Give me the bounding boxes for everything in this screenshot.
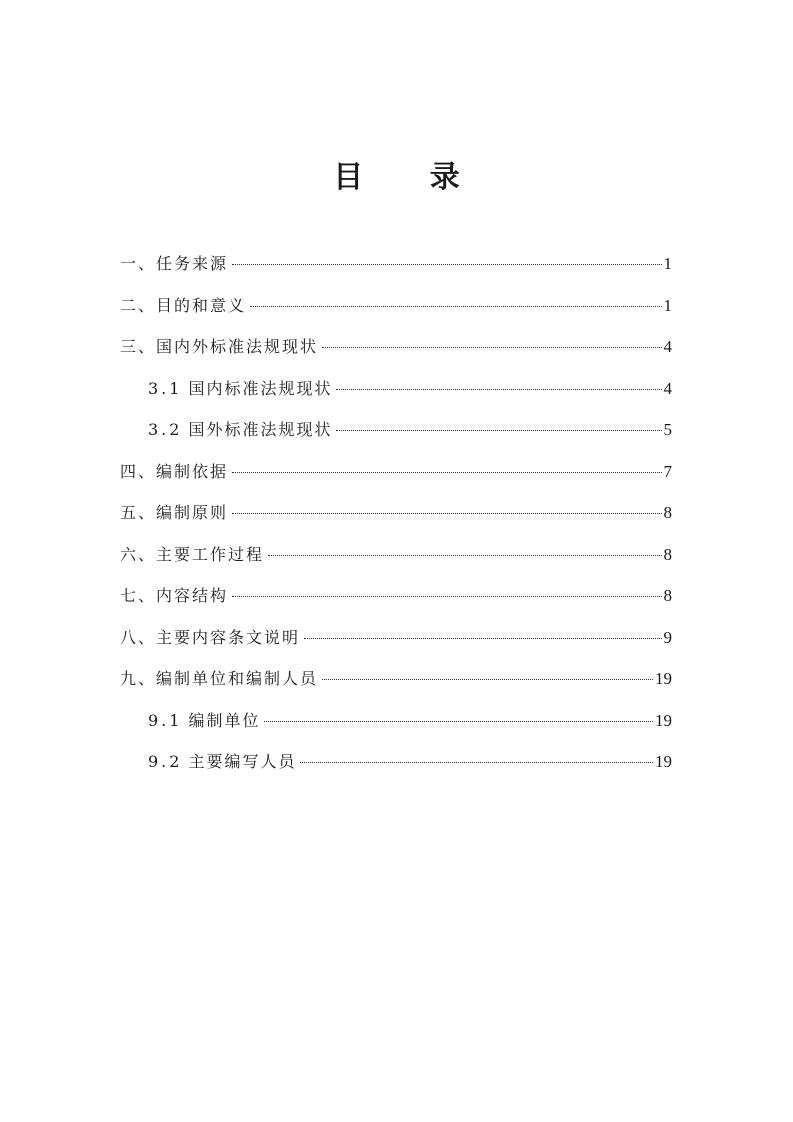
toc-leader-dots bbox=[232, 513, 661, 514]
toc-entry-9[interactable] bbox=[120, 663, 672, 705]
toc-entry-label: 九、编制单位和编制人员 bbox=[120, 669, 319, 688]
toc-entry-1[interactable] bbox=[120, 248, 672, 290]
toc-leader-dots bbox=[268, 555, 661, 556]
toc-entry-6[interactable] bbox=[120, 539, 672, 581]
toc-entry-label: 编制单位 bbox=[188, 710, 261, 730]
toc-page-number: 19 bbox=[655, 710, 672, 730]
page-title: 目 录 bbox=[333, 160, 488, 195]
toc-page-number: 8 bbox=[663, 544, 672, 564]
toc-entry-label: 五、编制原则 bbox=[120, 503, 229, 522]
toc-entry-label: 七、内容结构 bbox=[120, 586, 229, 605]
table-of-contents bbox=[120, 248, 672, 788]
toc-leader-dots bbox=[322, 679, 653, 680]
toc-page-number: 8 bbox=[663, 503, 672, 522]
toc-leader-dots bbox=[304, 638, 661, 639]
toc-leader-dots bbox=[264, 721, 653, 722]
toc-subentry-3-2[interactable] bbox=[120, 414, 672, 456]
toc-entry-2[interactable] bbox=[120, 290, 672, 332]
toc-subentry-3-1[interactable] bbox=[120, 373, 672, 415]
toc-page-number: 19 bbox=[655, 669, 672, 688]
toc-entry-label: 国内标准法规现状 bbox=[188, 378, 333, 398]
toc-entry-label: 一、任务来源 bbox=[120, 254, 229, 273]
toc-section-number: 9.2 bbox=[148, 752, 183, 771]
toc-entry-label: 六、主要工作过程 bbox=[120, 544, 265, 564]
toc-entry-5[interactable] bbox=[120, 497, 672, 539]
toc-page-number: 9 bbox=[663, 627, 672, 647]
toc-subentry-9-1[interactable] bbox=[120, 705, 672, 747]
toc-entry-3[interactable] bbox=[120, 331, 672, 373]
toc-entry-label: 八、主要内容条文说明 bbox=[120, 627, 301, 647]
toc-entry-4[interactable] bbox=[120, 456, 672, 498]
toc-entry-8[interactable] bbox=[120, 622, 672, 664]
toc-page-number: 1 bbox=[663, 254, 672, 273]
toc-entry-7[interactable] bbox=[120, 580, 672, 622]
toc-section-number: 3.1 bbox=[148, 378, 183, 398]
toc-page-number: 8 bbox=[663, 586, 672, 605]
toc-leader-dots bbox=[232, 264, 661, 265]
toc-leader-dots bbox=[300, 762, 653, 763]
toc-page-number: 4 bbox=[663, 337, 672, 356]
toc-leader-dots bbox=[336, 430, 661, 431]
toc-page-number: 19 bbox=[655, 752, 672, 771]
toc-leader-dots bbox=[336, 389, 661, 390]
toc-page-number: 5 bbox=[663, 420, 672, 439]
toc-entry-label: 国外标准法规现状 bbox=[188, 420, 333, 439]
toc-leader-dots bbox=[232, 472, 661, 473]
toc-entry-label: 主要编写人员 bbox=[188, 752, 297, 771]
toc-page-number: 7 bbox=[663, 461, 672, 481]
toc-section-number: 3.2 bbox=[148, 420, 183, 439]
toc-entry-label: 三、国内外标准法规现状 bbox=[120, 337, 319, 356]
toc-section-number: 9.1 bbox=[148, 710, 183, 730]
toc-leader-dots bbox=[250, 306, 661, 307]
toc-leader-dots bbox=[322, 347, 661, 348]
toc-entry-label: 四、编制依据 bbox=[120, 461, 229, 481]
toc-subentry-9-2[interactable] bbox=[120, 746, 672, 788]
toc-page-number: 1 bbox=[663, 295, 672, 315]
toc-page-number: 4 bbox=[663, 378, 672, 398]
toc-entry-label: 二、目的和意义 bbox=[120, 295, 247, 315]
toc-leader-dots bbox=[232, 596, 661, 597]
